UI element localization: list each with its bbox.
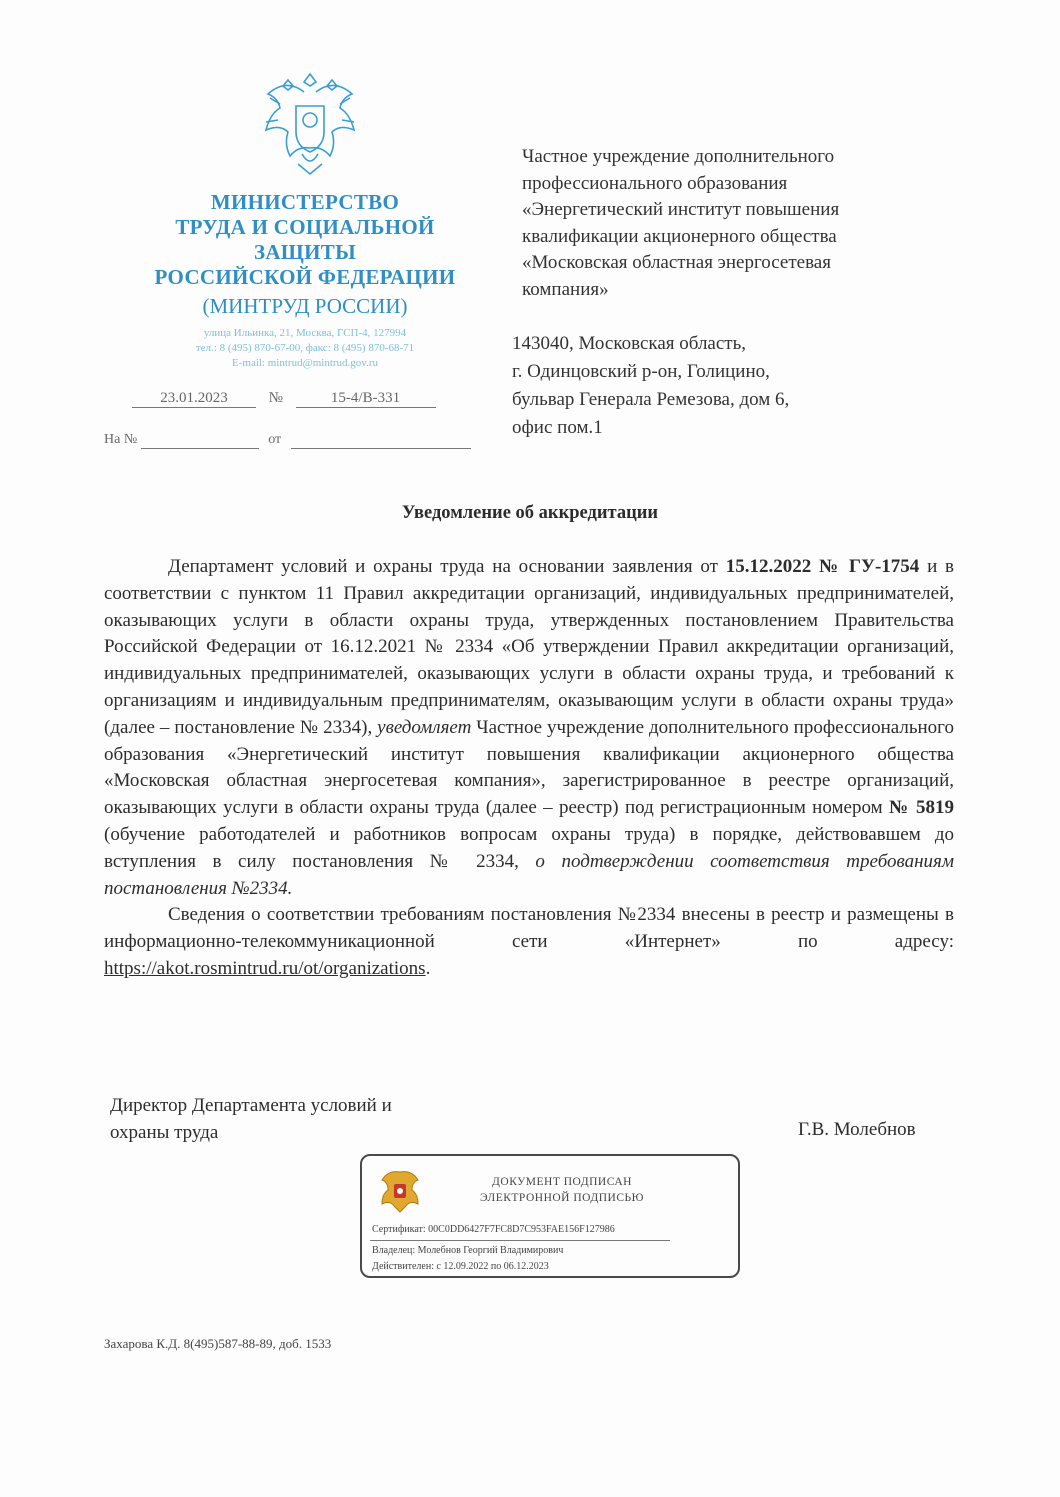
address-line: бульвар Генерала Ремезова, дом 6, xyxy=(512,389,790,410)
address-line: офис пом.1 xyxy=(512,417,603,438)
text-run: (обучение работодателей и работников вопросам охраны труда) в порядке, действовавшем до вступления в силу постановления № 2334, xyxy=(104,823,954,872)
address-line: г. Одинцовский р-он, Голицино, xyxy=(512,361,770,382)
document-title: Уведомление об аккредитации xyxy=(401,503,659,523)
stamp-title-line: ДОКУМЕНТ ПОДПИСАН xyxy=(492,1176,632,1188)
stamp-validity: Действителен: с 12.09.2022 по 06.12.2023 xyxy=(372,1261,549,1272)
ministry-name xyxy=(120,190,490,290)
stamp-title-line: ЭЛЕКТРОННОЙ ПОДПИСЬЮ xyxy=(480,1192,644,1204)
coat-of-arms-emblem xyxy=(258,64,362,178)
signer-position-line: Директор Департамента условий и xyxy=(110,1095,392,1116)
text-run: и в соответствии с пунктом 11 Правил аккредитации организаций, индивидуальных предпринимателей, оказывающих услуги в области охраны труда, утвержденных постановлением Правительства Российской Федерации от 16.12.2021 № 2334 «Об утверждении Правил аккредитации организаций, индивидуальных предпринимателей, оказывающих услуги в области охраны труда, и требований к организациям и индивидуальным предпринимателям, оказывающим услуги в области охраны труда» (далее – постановление № 2334), xyxy=(104,556,955,738)
stamp-owner: Владелец: Молебнов Георгий Владимирович xyxy=(372,1245,564,1256)
registration-number: 15-4/В-331 xyxy=(296,390,436,408)
registration-line xyxy=(132,390,482,408)
ministry-short-name: (МИНТРУД РОССИИ) xyxy=(202,294,408,318)
number-sign: № xyxy=(268,390,283,406)
text-run: Частное учреждение дополнительного профессионального образования «Энергетический институт повышения квалификации акционерного общества «Московская областная энергосетевая компания», зарегистрированное в реестре организаций, оказывающих услуги в области охраны труда (далее – реестр) под регистрационным номером xyxy=(104,716,955,819)
recipient-line: компания» xyxy=(522,278,609,300)
body-paragraph xyxy=(104,554,954,902)
signer-name: Г.В. Молебнов xyxy=(798,1119,916,1140)
ministry-email: E-mail: mintrud@mintrud.gov.ru xyxy=(232,357,378,369)
text-run: Сведения о соответствии требованиям постановления №2334 внесены в реестр и размещены в информационно-телекоммуникационной сети «Интернет» по адресу: xyxy=(104,904,954,953)
registry-link[interactable]: https://akot.rosmintrud.ru/ot/organizations xyxy=(104,957,426,979)
application-reference: 15.12.2022 № ГУ-1754 xyxy=(725,556,920,577)
registration-date: 23.01.2023 xyxy=(132,390,256,408)
electronic-signature-stamp xyxy=(360,1154,740,1278)
reference-date-label: от xyxy=(268,432,282,447)
recipient-line: «Московская областная энергосетевая xyxy=(522,252,831,273)
text-run: Департамент условий и охраны труда на основании заявления от xyxy=(168,556,726,577)
ministry-name-line: ТРУДА И СОЦИАЛЬНОЙ xyxy=(175,215,435,239)
recipient-line: квалификации акционерного общества xyxy=(522,225,837,247)
recipient-address xyxy=(512,330,932,442)
recipient-line: Частное учреждение дополнительного xyxy=(522,146,835,167)
document-body xyxy=(104,554,954,983)
ministry-name-line: РОССИЙСКОЙ ФЕДЕРАЦИИ xyxy=(154,265,456,289)
address-line: 143040, Московская область, xyxy=(512,333,747,354)
notifies-keyword: уведомляет xyxy=(377,716,472,738)
registration-number-bold: № 5819 xyxy=(888,797,955,819)
signer-position xyxy=(110,1092,392,1146)
recipient-block xyxy=(522,144,942,303)
coat-of-arms-icon xyxy=(378,1168,422,1214)
ministry-name-line: МИНИСТЕРСТВО xyxy=(210,190,400,214)
ministry-name-line: ЗАЩИТЫ xyxy=(253,240,357,264)
body-paragraph xyxy=(104,902,954,982)
ministry-phone: тел.: 8 (495) 870-67-00, факс: 8 (495) 870-68-71 xyxy=(195,342,415,354)
reference-line xyxy=(104,432,494,449)
executor-contact: Захарова К.Д. 8(495)587-88-89, доб. 1533 xyxy=(104,1336,332,1351)
ministry-address: улица Ильинка, 21, Москва, ГСП-4, 127994 xyxy=(203,327,407,339)
text-run: . xyxy=(425,957,431,979)
stamp-certificate: Сертификат: 00C0DD6427F7FC8D7C953FAE156F127986 xyxy=(372,1224,615,1235)
recipient-line: «Энергетический институт повышения xyxy=(522,199,840,220)
stamp-title xyxy=(442,1174,682,1206)
signer-position-line: охраны труда xyxy=(110,1122,219,1143)
reference-number-label: На № xyxy=(104,432,138,447)
recipient-line: профессионального образования xyxy=(522,172,788,194)
conformity-statement: о подтверждении соответствия требованиям постановления №2334. xyxy=(104,850,954,899)
